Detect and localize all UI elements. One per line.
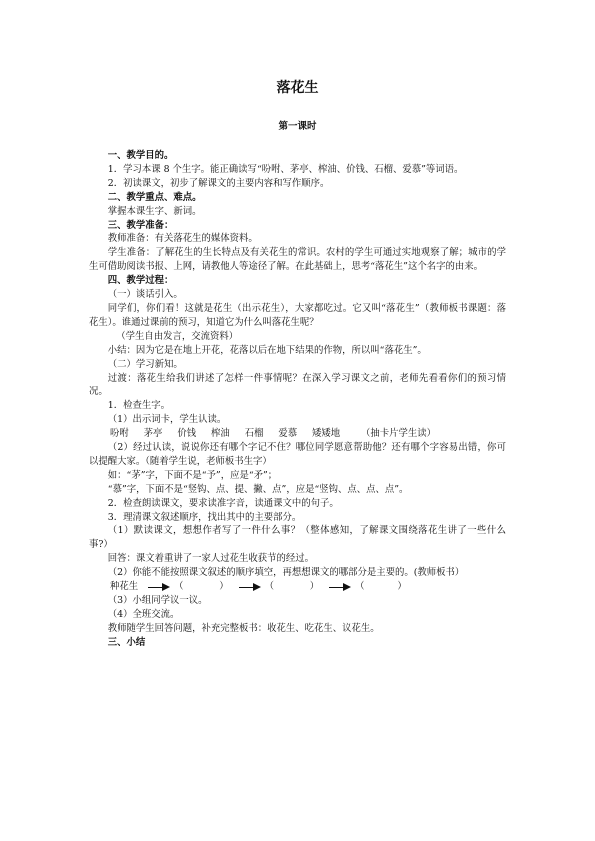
tip-mao: 如：“茅”字，下面不是“予”，应是“矛”； <box>107 469 278 481</box>
teacher-preparation: 教师准备：有关落花生的媒体资料。 <box>107 233 258 245</box>
tip-mu: “慕”字，下面不是“竖钩、点、提、撇、点”，应是“竖钩、点、点、点”。 <box>107 483 409 495</box>
intro-talk: 同学们，你们看！这就是花生（出示花生），大家都吃过。它又叫“落花生”（教师板书课题：落花生）。谁通过课前的预习，知道它为什么叫落花生呢？ <box>89 302 506 328</box>
check-characters: 1．检查生字。 <box>107 400 171 412</box>
intro-summary: 小结：因为它是在地上开花，花落以后在地下结果的作物，所以叫“落花生”。 <box>107 344 427 356</box>
word-item: 茅亭 <box>143 428 163 440</box>
section-heading-focus: 二、教学重点、难点。 <box>107 191 202 203</box>
sequence-start: 种花生 <box>110 581 139 593</box>
goal-item-2: 2．初读课文，初步了解课文的主要内容和写作顺序。 <box>107 177 330 189</box>
section-heading-summary: 三、小结 <box>107 636 146 648</box>
word-list-note: （抽卡片学生读） <box>361 428 437 440</box>
check-characters-b: （2）经过认读，说说你还有哪个字记不住？哪位同学愿意帮助他？还有哪个字容易出错，你可以提醒大家。（随着学生说，老师板书生字） <box>89 442 506 467</box>
transition-text: 过渡：落花生给我们讲述了怎样一件事情呢？在深入学习课文之前，老师先看看你们的预习情况。 <box>89 372 506 398</box>
document-body <box>89 149 506 650</box>
word-item: 榨油 <box>211 428 230 440</box>
check-characters-a: （1）出示词卡，学生认读。 <box>107 414 227 426</box>
step-intro-heading: （一）谈话引入。 <box>107 289 183 301</box>
sequence-blanks <box>89 580 506 594</box>
document-title: 落花生 <box>276 80 319 96</box>
lesson-subtitle: 第一课时 <box>278 121 317 132</box>
blank-2: （ ） <box>264 581 320 593</box>
section-heading-goals: 一、教学目的。 <box>107 150 174 161</box>
answer-text: 回答：课文着重讲了一家人过花生收获节的经过。 <box>107 553 315 565</box>
section-heading-process: 四、教学过程： <box>107 275 174 287</box>
check-order: 3．理清课文叙述顺序，找出其中的主要部分。 <box>107 511 302 523</box>
arrow-right-icon <box>329 583 351 591</box>
arrow-right-icon <box>148 583 170 591</box>
step-learn-heading: （二）学习新知。 <box>107 358 183 370</box>
blank-1: （ ） <box>174 581 229 593</box>
check-reading: 2．检查朗读课文，要求读准字音，读通课文中的句子。 <box>107 497 339 509</box>
check-order-b: （2）你能不能按照课文叙述的顺序填空，再想想课文的哪部分是主要的。(教师板书） <box>107 567 465 579</box>
word-item: 石榴 <box>244 428 264 440</box>
focus-text: 掌握本课生字、新词。 <box>107 205 202 217</box>
group-discussion: （3）小组同学议一议。 <box>107 594 208 606</box>
section-heading-preparation: 三、教学准备： <box>107 219 174 231</box>
check-order-a: （1）默读课文，想想作者写了一件什么事？（整体感知，了解课文围绕落花生讲了一些什么事?） <box>89 525 506 551</box>
word-item: 吩咐 <box>110 428 129 440</box>
board-summary: 教师随学生回答问题，补充完整板书：收花生、吃花生、议花生。 <box>107 622 380 634</box>
goal-item-1: 1．学习本课 8 个生字。能正确读写“吩咐、茅亭、榨油、价钱、石榴、爱慕”等词语。 <box>107 163 464 175</box>
arrow-right-icon <box>239 583 261 591</box>
student-preparation: 学生准备：了解花生的生长特点及有关花生的常识。农村的学生可通过实地观察了解；城市的学生可借助阅读书报、上网，请教他人等途径了解。在此基础上，思考“落花生”这个名字的由来。 <box>89 247 506 273</box>
class-exchange: （4）全班交流。 <box>107 608 180 620</box>
word-item: 矮矮地 <box>312 428 341 440</box>
intro-note: （学生自由发言，交流资料） <box>116 330 239 342</box>
word-item: 爱慕 <box>278 428 298 440</box>
word-list <box>89 427 506 441</box>
word-item: 价钱 <box>177 428 197 440</box>
blank-3: （ ） <box>355 581 407 593</box>
